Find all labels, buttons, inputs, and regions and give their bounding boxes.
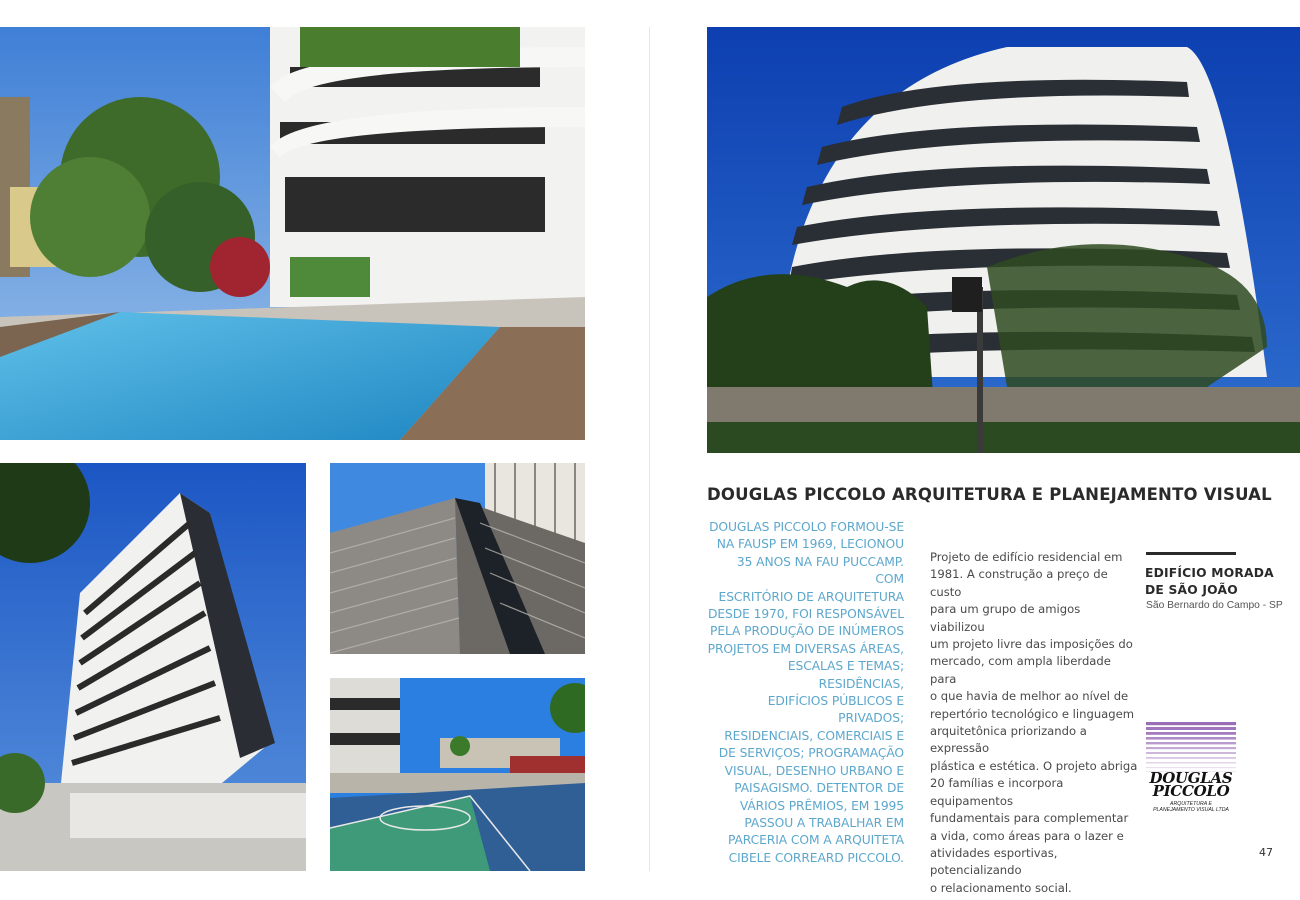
description-line: Projeto de edifício residencial em [930, 550, 1123, 564]
project-description [930, 549, 1138, 897]
bio-line: ESCALAS E TEMAS; RESIDÊNCIAS, [787, 659, 904, 691]
bio-line: VÁRIOS PRÊMIOS, EM 1995 [739, 798, 904, 813]
description-line: fundamentais para complementar [930, 811, 1129, 826]
bio-line: PAISAGISMO. DETENTOR DE [734, 781, 904, 796]
logo-subtitle-line: ARQUITETURA E [1170, 801, 1212, 807]
page-number: 47 [1259, 846, 1273, 859]
bio-line: PARCERIA COM A ARQUITETA [727, 833, 904, 848]
bio-line: EDIFÍCIOS PÚBLICOS E PRIVADOS; [767, 694, 904, 726]
description-line: um projeto livre das imposições do [930, 637, 1133, 652]
logo-subtitle [1144, 801, 1238, 813]
logo-name-line: DOUGLAS [1149, 769, 1233, 787]
project-name [1145, 565, 1285, 599]
description-line: mercado, com ampla liberdade para [930, 654, 1111, 686]
description-line: plástica e estética. O projeto abriga [930, 758, 1138, 773]
bio-line: CIBELE CORREARD PICCOLO. [728, 850, 904, 865]
sidebar-rule [1146, 552, 1236, 555]
description-line: 1981. A construção a preço de custo [930, 567, 1108, 599]
pool-photo [0, 27, 585, 440]
sports-court-photo [330, 678, 585, 871]
description-line: atividades esportivas, potencializando [930, 845, 1058, 878]
logo-name-line: PICCOLO [1152, 782, 1230, 800]
description-line: para um grupo de amigos viabilizou [930, 602, 1081, 634]
page-gutter [649, 27, 650, 871]
bio-line: NA FAUSP EM 1969, LECIONOU [716, 537, 904, 552]
architect-bio [705, 519, 904, 867]
description-line: a vida, como áreas para o lazer e [930, 828, 1124, 843]
tower-photo [0, 463, 306, 871]
bio-line: VISUAL, DESENHO URBANO E [724, 763, 904, 778]
building-main-photo [707, 27, 1300, 453]
article-heading: DOUGLAS PICCOLO ARQUITETURA E PLANEJAMENTO VISUAL [707, 485, 1272, 504]
description-line: o relacionamento social. [930, 880, 1072, 895]
logo-wordmark [1144, 769, 1238, 800]
bio-line: 35 ANOS NA FAU PUCCAMP. COM [736, 554, 904, 587]
bio-line: ESCRITÓRIO DE ARQUITETURA [718, 589, 904, 604]
project-name-line: DE SÃO JOÃO [1145, 583, 1238, 597]
bio-line: DE SERVIÇOS; PROGRAMAÇÃO [718, 746, 904, 761]
project-location: São Bernardo do Campo - SP [1146, 600, 1283, 611]
description-line: o que havia de melhor ao nível de [930, 689, 1129, 704]
description-line: repertório tecnológico e linguagem [930, 706, 1135, 721]
description-line: 20 famílias e incorpora equipamentos [930, 776, 1064, 808]
logo-subtitle-line: PLANEJAMENTO VISUAL LTDA [1153, 807, 1229, 813]
bio-line: DESDE 1970, FOI RESPONSÁVEL [708, 607, 904, 622]
logo-stripes-graphic [1146, 722, 1236, 774]
project-name-line: EDIFÍCIO MORADA [1145, 566, 1274, 580]
firm-logo [1144, 722, 1238, 814]
description-line: arquitetônica priorizando a expressão [930, 724, 1087, 756]
bio-line: PELA PRODUÇÃO DE INÚMEROS [710, 624, 904, 639]
bio-line: RESIDENCIAIS, COMERCIAIS E [724, 728, 904, 743]
bio-line: PASSOU A TRABALHAR EM [744, 815, 904, 830]
bio-line: PROJETOS EM DIVERSAS ÁREAS, [707, 641, 904, 656]
facade-detail-photo [330, 463, 585, 654]
bio-line: DOUGLAS PICCOLO FORMOU-SE [709, 520, 904, 534]
